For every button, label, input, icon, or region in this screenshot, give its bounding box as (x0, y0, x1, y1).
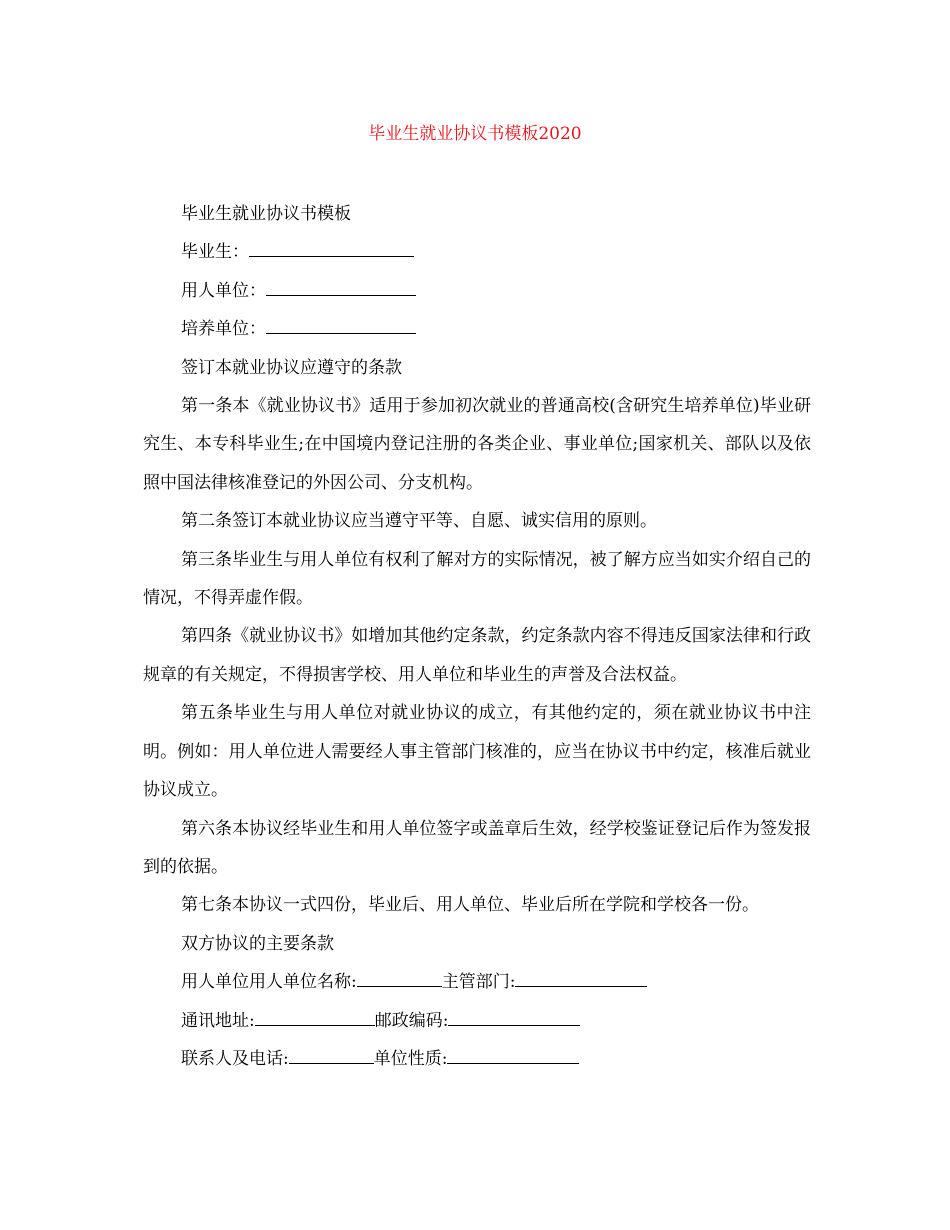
document-heading: 毕业生就业协议书模板 (181, 204, 351, 224)
graduate-field (143, 233, 811, 271)
employer-field-label: 用人单位： (181, 280, 266, 301)
nature-label: 单位性质: (373, 1048, 448, 1069)
department-label: 主管部门: (441, 972, 516, 993)
address-label: 通讯地址: (181, 1010, 255, 1031)
article-7: 第七条本协议一式四份，毕业后、用人单位、毕业后所在学院和学校各一份。 (181, 895, 759, 916)
article-1: 第一条本《就业协议书》适用于参加初次就业的普通高校(含研究生培养单位)毕业研究生、本专科毕业生;在中国境内登记注册的各类企业、事业单位;国家机关、部队以及依照中国法律核准登记的外因公司、分支机构。 (143, 396, 811, 493)
article-6: 第六条本协议经毕业生和用人单位签字或盖章后生效，经学校鉴证登记后作为签发报到的依据。 (143, 818, 811, 877)
article-3: 第三条毕业生与用人单位有权利了解对方的实际情况，被了解方应当如实介绍自己的情况，不得弄虚作假。 (143, 549, 811, 609)
graduate-blank (249, 242, 414, 257)
employer-name-label: 用人单位用人单位名称: (181, 972, 357, 993)
document-body (143, 195, 811, 1078)
employer-name-row (143, 963, 811, 1001)
department-blank (515, 972, 647, 987)
contact-row (143, 1040, 811, 1078)
article-2: 第二条签订本就业协议应当遵守平等、自愿、诚实信用的原则。 (181, 511, 657, 532)
training-field-label: 培养单位： (181, 319, 266, 340)
document-title: 毕业生就业协议书模板2020 (368, 124, 582, 144)
graduate-field-label: 毕业生： (181, 242, 249, 263)
training-blank (266, 319, 416, 334)
address-row (143, 1002, 811, 1040)
article-5: 第五条毕业生与用人单位对就业协议的成立，有其他约定的，须在就业协议书中注明。例如：用人单位进人需要经人事主管部门核准的，应当在协议书中约定，核准后就业协议成立。 (143, 703, 811, 801)
section1-heading: 签订本就业协议应遵守的条款 (181, 357, 402, 378)
contact-label: 联系人及电话: (181, 1048, 289, 1069)
training-field (143, 310, 811, 348)
employer-blank (266, 281, 416, 296)
nature-blank (447, 1049, 579, 1064)
address-blank (255, 1011, 375, 1026)
postcode-blank (448, 1011, 580, 1026)
employer-name-blank (357, 972, 442, 987)
article-4: 第四条《就业协议书》如增加其他约定条款，约定条款内容不得违反国家法律和行政规章的有关规定，不得损害学校、用人单位和毕业生的声誉及合法权益。 (143, 626, 811, 685)
postcode-label: 邮政编码: (374, 1010, 449, 1031)
contact-blank (289, 1049, 374, 1064)
section2-heading: 双方协议的主要条款 (181, 933, 334, 954)
employer-field (143, 272, 811, 310)
